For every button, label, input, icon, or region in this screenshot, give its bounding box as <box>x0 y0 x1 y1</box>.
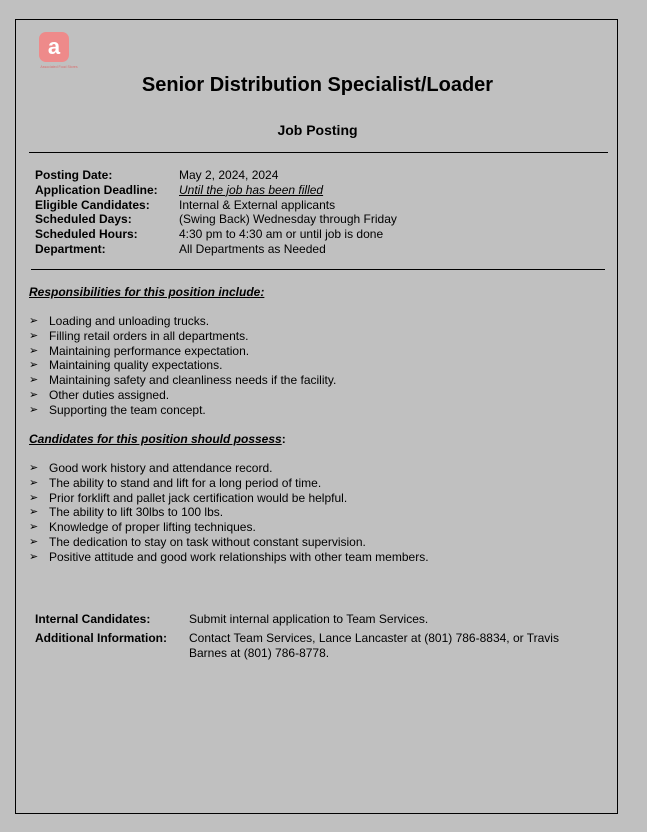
list-item <box>29 461 429 476</box>
arrow-bullet-icon: ➢ <box>29 476 39 489</box>
list-item-text: Knowledge of proper lifting techniques. <box>49 520 256 535</box>
list-item-text: Positive attitude and good work relationships with other team members. <box>49 549 429 564</box>
list-item-text: Maintaining quality expectations. <box>49 358 223 373</box>
list-item <box>29 535 429 550</box>
page-subtitle: Job Posting <box>277 122 358 138</box>
arrow-bullet-icon: ➢ <box>29 388 39 401</box>
list-item <box>29 388 336 403</box>
list-item <box>29 491 429 506</box>
contact-value: Contact Team Services, Lance Lancaster at (801) 786-8834, or Travis Barnes at (801) 786-8778. <box>189 630 559 660</box>
arrow-bullet-icon: ➢ <box>29 491 39 504</box>
arrow-bullet-icon: ➢ <box>29 462 39 474</box>
arrow-bullet-icon: ➢ <box>29 521 39 534</box>
info-value: May 2, 2024, 2024 <box>179 168 279 182</box>
contact-value: Submit internal application to Team Services. <box>189 612 429 626</box>
list-item-text: Other duties assigned. <box>49 387 170 402</box>
list-item <box>29 550 429 565</box>
list-item <box>29 476 429 491</box>
application-deadline-row <box>35 183 397 198</box>
qualifications-heading <box>29 432 286 446</box>
contact-section <box>35 612 569 664</box>
arrow-bullet-icon: ➢ <box>29 374 39 387</box>
arrow-bullet-icon: ➢ <box>29 329 39 342</box>
list-item-text: Prior forklift and pallet jack certification would be helpful. <box>49 490 348 505</box>
responsibilities-heading <box>29 285 264 299</box>
list-item-text: Supporting the team concept. <box>49 402 206 417</box>
list-item-text: Maintaining performance expectation. <box>49 343 250 358</box>
list-item-text: Maintaining safety and cleanliness needs if the facility. <box>49 373 337 388</box>
logo-caption: Associated Food Stores <box>40 65 78 69</box>
list-item-text: The ability to lift 30lbs to 100 lbs. <box>49 505 224 520</box>
arrow-bullet-icon: ➢ <box>29 359 39 372</box>
logo-mark-icon: a <box>39 32 69 62</box>
list-item <box>29 373 336 388</box>
info-label: Eligible Candidates: <box>35 197 150 212</box>
scheduled-days-row <box>35 212 397 227</box>
page-title: Senior Distribution Specialist/Loader <box>141 74 494 96</box>
info-label: Application Deadline: <box>35 182 158 197</box>
posting-details <box>35 168 397 257</box>
qualifications-list <box>29 461 429 565</box>
arrow-bullet-icon: ➢ <box>29 403 39 416</box>
responsibilities-heading-text: Responsibilities for this position include: <box>29 285 265 299</box>
list-item <box>29 329 336 344</box>
list-item <box>29 520 429 535</box>
list-item <box>29 344 336 359</box>
arrow-bullet-icon: ➢ <box>29 344 39 357</box>
info-value: 4:30 pm to 4:30 am or until job is done <box>179 227 384 242</box>
arrow-bullet-icon: ➢ <box>29 535 39 548</box>
list-item-text: The dedication to stay on task without constant supervision. <box>49 534 366 549</box>
list-item-text: The ability to stand and lift for a long period of time. <box>49 475 322 490</box>
info-label: Department: <box>35 241 106 256</box>
qualifications-heading-text: Candidates for this position should possess <box>29 432 282 446</box>
list-item <box>29 403 336 418</box>
qualifications-heading-colon: : <box>281 432 286 446</box>
info-value: Internal & External applicants <box>179 197 336 212</box>
posting-date-row <box>35 168 397 183</box>
responsibilities-list <box>29 314 336 418</box>
company-logo <box>34 32 84 72</box>
info-label: Scheduled Hours: <box>35 227 138 242</box>
arrow-bullet-icon: ➢ <box>29 506 39 519</box>
scheduled-hours-row <box>35 227 397 242</box>
contact-label: Internal Candidates: <box>35 612 151 626</box>
info-value: Until the job has been filled <box>179 182 324 197</box>
divider-bottom <box>31 269 605 270</box>
additional-information-row <box>35 631 569 661</box>
list-item-text: Good work history and attendance record. <box>49 461 273 475</box>
list-item <box>29 358 336 373</box>
info-value: All Departments as Needed <box>179 241 326 256</box>
internal-candidates-row <box>35 612 569 627</box>
divider-top <box>29 152 608 153</box>
list-item-text: Loading and unloading trucks. <box>49 314 210 328</box>
document-page <box>15 19 618 814</box>
arrow-bullet-icon: ➢ <box>29 315 39 327</box>
list-item-text: Filling retail orders in all departments. <box>49 328 249 343</box>
info-value: (Swing Back) Wednesday through Friday <box>179 212 397 227</box>
list-item <box>29 505 429 520</box>
department-row <box>35 242 397 257</box>
info-label: Scheduled Days: <box>35 212 132 227</box>
eligible-candidates-row <box>35 198 397 213</box>
contact-label: Additional Information: <box>35 630 167 645</box>
arrow-bullet-icon: ➢ <box>29 550 39 563</box>
info-label: Posting Date: <box>35 168 113 182</box>
list-item <box>29 314 336 329</box>
